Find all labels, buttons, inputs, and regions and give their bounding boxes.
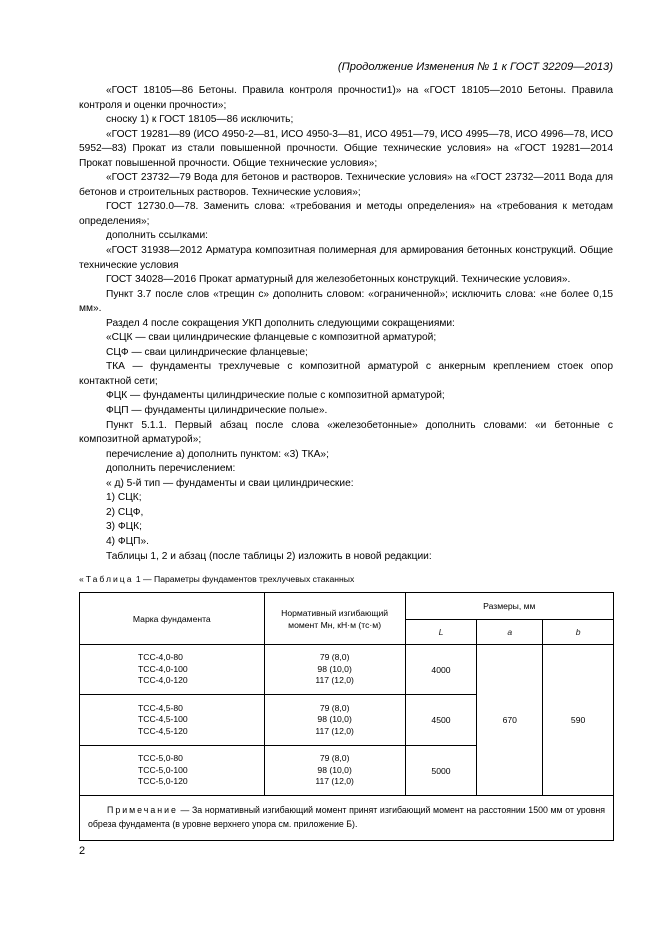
note-label: Примечание <box>107 805 178 815</box>
paragraph: «СЦК — сваи цилиндрические фланцевые с композитной арматурой; <box>106 332 437 344</box>
paragraph: дополнить перечислением: <box>106 463 236 475</box>
paragraph: ФЦП — фундаменты цилиндрические полые». <box>106 405 328 417</box>
b-cell: 590 <box>543 645 614 796</box>
paragraph: « д) 5-й тип — фундаменты и сваи цилиндрические: <box>106 477 354 489</box>
table-note <box>80 796 614 841</box>
subheader-a: a <box>477 620 543 645</box>
paragraph: 4) ФЦП». <box>106 535 149 547</box>
table-caption <box>79 574 354 584</box>
paragraph: ГОСТ 34028—2016 Прокат арматурный для железобетонных конструкций. Технические условия». <box>106 274 571 286</box>
paragraph: Пункт 5.1.1. Первый абзац после слова «железобетонные» дополнить словами: «и бетонные с композитной арматурой»; <box>79 419 613 446</box>
paragraph: 2) СЦФ, <box>106 506 144 518</box>
continuation-header: (Продолжение Изменения № 1 к ГОСТ 32209—2013) <box>337 61 613 73</box>
column-header-mark: Марка фундамента <box>80 593 265 645</box>
table-caption-title: 1 — Параметры фундаментов трехлучевых стаканных <box>133 574 355 584</box>
paragraph: ТКА — фундаменты трехлучевые с композитной арматурой с анкерным креплением стоек опор контактной сети; <box>79 361 613 387</box>
paragraph: Пункт 3.7 после слов «трещин с» дополнить словом: «ограниченной»; исключить слова: «не более 0,15 мм». <box>79 288 613 315</box>
length-cell: 4500 <box>405 695 477 746</box>
paragraph: «ГОСТ 19281—89 (ИСО 4950-2—81, ИСО 4950-3—81, ИСО 4951—79, ИСО 4995—78, ИСО 4996—78, ИСО 5952—83) Прокат из стали повышенной прочности. Общие технические условия» на «ГОСТ 19281—2014 Прокат повышенной прочности. Общие технические условия»; <box>79 128 613 169</box>
subheader-b: b <box>543 620 614 645</box>
foundation-parameters-table <box>79 592 614 841</box>
paragraph: перечисление а) дополнить пунктом: «3) ТКА»; <box>106 448 329 460</box>
paragraph: «ГОСТ 18105—86 Бетоны. Правила контроля прочности1)» на «ГОСТ 18105—2010 Бетоны. Правила контроля и оценки прочности»; <box>79 85 613 111</box>
column-header-dimensions: Размеры, мм <box>405 593 613 620</box>
mark-cell: ТСС-4,0-80 ТСС-4,0-100 ТСС-4,0-120 <box>80 645 265 695</box>
table-row <box>80 645 614 695</box>
body-text <box>79 84 613 564</box>
moment-cell: 79 (8,0) 98 (10,0) 117 (12,0) <box>264 746 405 796</box>
paragraph: Таблицы 1, 2 и абзац (после таблицы 2) изложить в новой редакции: <box>106 550 432 562</box>
paragraph: ФЦК — фундаменты цилиндрические полые с композитной арматурой; <box>106 390 445 402</box>
paragraph: 1) СЦК; <box>106 492 142 504</box>
moment-cell: 79 (8,0) 98 (10,0) 117 (12,0) <box>264 645 405 695</box>
moment-cell: 79 (8,0) 98 (10,0) 117 (12,0) <box>264 695 405 746</box>
subheader-L: L <box>405 620 477 645</box>
length-cell: 5000 <box>405 746 477 796</box>
a-cell: 670 <box>477 645 543 796</box>
table-caption-label: «Таблица <box>79 574 134 584</box>
mark-cell: ТСС-5,0-80 ТСС-5,0-100 ТСС-5,0-120 <box>80 746 265 796</box>
column-header-moment: Нормативный изгибающий момент Mн, кН·м (тс·м) <box>264 593 405 645</box>
page-number: 2 <box>79 845 86 857</box>
paragraph: 3) ФЦК; <box>106 521 142 533</box>
paragraph: Раздел 4 после сокращения УКП дополнить следующими сокращениями: <box>106 317 455 329</box>
paragraph: «ГОСТ 31938—2012 Арматура композитная полимерная для армирования бетонных конструкций. Общие технические условия <box>79 245 613 271</box>
paragraph: дополнить ссылками: <box>106 230 208 242</box>
paragraph: «ГОСТ 23732—79 Вода для бетонов и растворов. Технические условия» на «ГОСТ 23732—2011 Вода для бетонов и строительных растворов. Технические условия»; <box>79 172 613 198</box>
paragraph: СЦФ — сваи цилиндрические фланцевые; <box>106 346 308 358</box>
note-text: — За нормативный изгибающий момент принят изгибающий момент на расстоянии 1500 мм от уровня обреза фундамента (в уровне верхнего упора см. приложение Б). <box>88 805 605 829</box>
paragraph: ГОСТ 12730.0—78. Заменить слова: «требования и методы определения» на «требования к методам определения»; <box>79 201 613 227</box>
mark-cell: ТСС-4,5-80 ТСС-4,5-100 ТСС-4,5-120 <box>80 695 265 746</box>
length-cell: 4000 <box>405 645 477 695</box>
paragraph: сноску 1) к ГОСТ 18105—86 исключить; <box>106 114 294 126</box>
